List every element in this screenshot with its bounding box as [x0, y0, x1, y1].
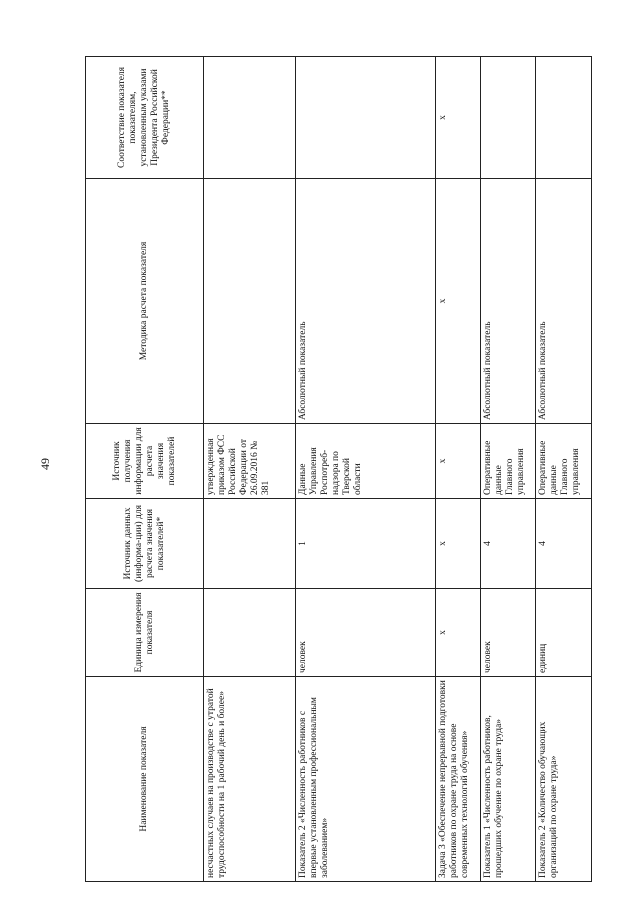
table-cell: х — [436, 589, 481, 677]
table-cell: Оперативные данные Главного управления — [481, 424, 536, 499]
indicators-table — [85, 56, 592, 882]
table-cell: единиц — [536, 589, 592, 677]
header-cell: Источник данных (информа-ции) для расчета значения показателей* — [86, 499, 204, 589]
table-cell: человек — [481, 589, 536, 677]
table-cell: Показатель 2 «Численность работников с впервые установленным профессиональным заболеванием» — [296, 677, 436, 882]
table-cell: Абсолютный показатель — [296, 179, 436, 424]
table-container — [85, 57, 591, 882]
table-cell: Показатель 1 «Численность работников, прошедших обучение по охране труда» — [481, 677, 536, 882]
table-cell — [204, 179, 296, 424]
header-cell: Методика расчета показателя — [86, 179, 204, 424]
table-cell: Данные Управления Роспотреб-надзора по Тверской области — [296, 424, 436, 499]
table-cell: х — [436, 499, 481, 589]
table-row — [204, 57, 296, 882]
table-row — [436, 57, 481, 882]
header-cell: Единица измерения показателя — [86, 589, 204, 677]
header-cell: Соответствие показателя показателям, установленным указами Президента Российской Федерации** — [86, 57, 204, 179]
table-cell — [204, 57, 296, 179]
table-cell: утвержденная приказом ФСС Российской Федерации от 26.09.2016 № 381 — [204, 424, 296, 499]
table-cell: Абсолютный показатель — [536, 179, 592, 424]
table-row — [536, 57, 592, 882]
header-cell: Источник получения информации для расчета значения показателей — [86, 424, 204, 499]
page-number: 49 — [38, 458, 52, 470]
table-cell — [204, 499, 296, 589]
table-cell: х — [436, 179, 481, 424]
table-cell — [481, 57, 536, 179]
table-row — [481, 57, 536, 882]
table-cell: 4 — [536, 499, 592, 589]
table-cell: Оперативные данные Главного управления — [536, 424, 592, 499]
table-cell — [536, 57, 592, 179]
table-cell: х — [436, 57, 481, 179]
table-cell: несчастных случаев на производстве с утратой трудоспособности на 1 рабочий день и более» — [204, 677, 296, 882]
table-cell: 4 — [481, 499, 536, 589]
table-cell: 1 — [296, 499, 436, 589]
table-cell: человек — [296, 589, 436, 677]
table-row — [296, 57, 436, 882]
table-header-row — [86, 57, 204, 882]
table-cell: Абсолютный показатель — [481, 179, 536, 424]
table-cell: Показатель 2 «Количество обучающих организаций по охране труда» — [536, 677, 592, 882]
table-cell: х — [436, 424, 481, 499]
table-cell — [296, 57, 436, 179]
header-cell: Наименование показателя — [86, 677, 204, 882]
table-cell: Задача 3 «Обеспечение непрерывной подготовки работников по охране труда на основе современных технологий обучения» — [436, 677, 481, 882]
table-cell — [204, 589, 296, 677]
